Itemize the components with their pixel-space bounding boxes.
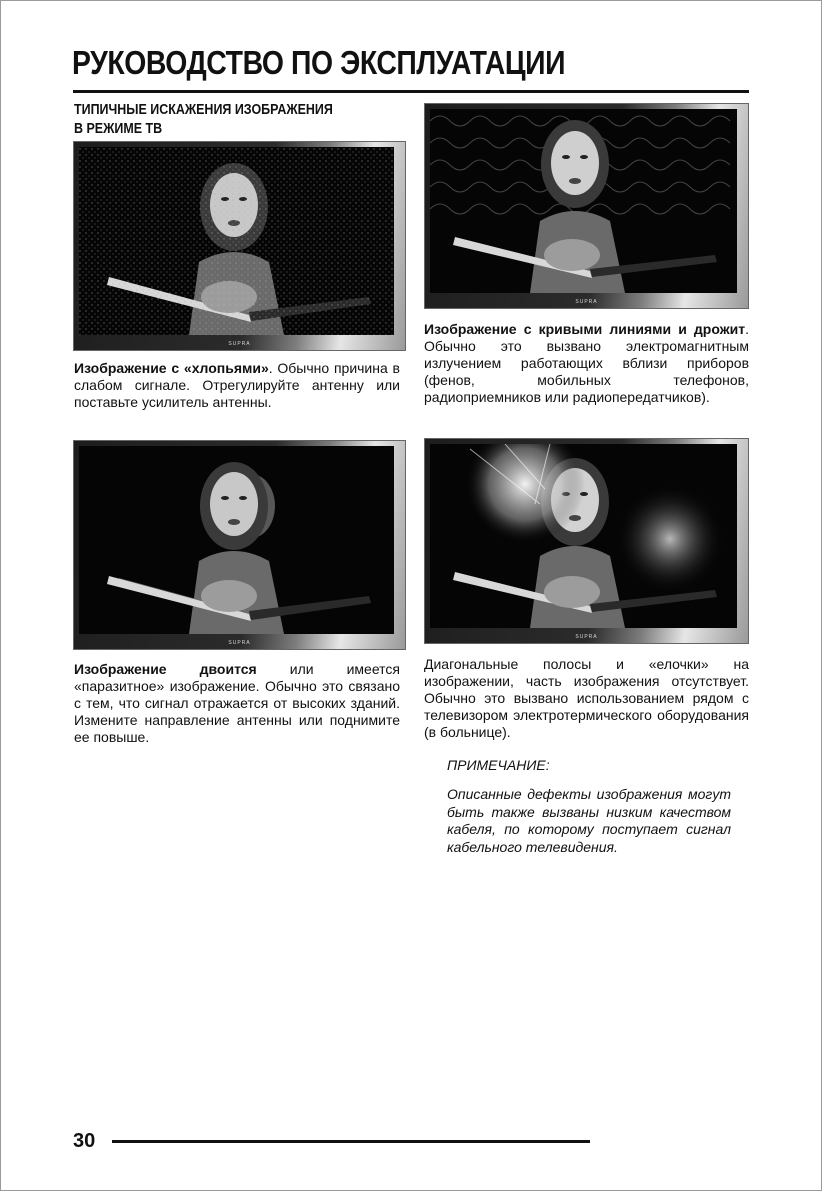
section-heading <box>74 101 414 139</box>
woman-with-sword-picture <box>79 446 394 634</box>
caption-ghost-text: или имеется «паразитное» изображение. Обычно это связано с тем, что сигнал отражается от высоких зданий. Измените направление антенны или поднимите ее повыше. <box>74 661 400 745</box>
caption-diagonal <box>424 656 749 741</box>
section-heading-line-2: В РЕЖИМЕ ТВ <box>74 121 163 137</box>
page-title: РУКОВОДСТВО ПО ЭКСПЛУАТАЦИИ <box>72 44 566 81</box>
tv-brand-label: SUPRA <box>575 634 598 640</box>
caption-wavy <box>424 321 749 406</box>
caption-snow-lead: Изображение с «хлопьями» <box>74 360 269 376</box>
caption-ghost-lead: Изображение двоится <box>74 661 257 677</box>
caption-diagonal-text: Диагональные полосы и «елочки» на изображении, часть изображения отсутствует. Обычно это вызвано использованием рядом с телевизором электротермического оборудования (в больнице). <box>424 656 749 740</box>
footer-rule <box>112 1140 590 1143</box>
tv-screen <box>79 147 394 335</box>
caption-snow-text: . Обычно причина в слабом сигнале. Отрегулируйте антенну или поставьте усилитель антенны. <box>74 360 400 410</box>
title-rule <box>73 90 749 93</box>
woman-with-sword-picture <box>430 444 737 628</box>
tv-illustration-diagonal <box>424 438 749 644</box>
note-text: Описанные дефекты изображения могут быть также вызваны низким качеством кабеля, по которому поступает сигнал кабельного телевидения. <box>447 786 731 855</box>
caption-ghost <box>74 661 400 746</box>
tv-brand-label: SUPRA <box>228 640 251 646</box>
tv-illustration-wavy <box>424 103 749 309</box>
tv-screen <box>79 446 394 634</box>
tv-illustration-ghost <box>73 440 406 650</box>
note-heading: ПРИМЕЧАНИЕ: <box>447 757 550 773</box>
tv-screen <box>430 109 737 293</box>
caption-wavy-text: . Обычно это вызвано электромагнитным излучением работающих вблизи приборов (фенов, мобильных телефонов, радиоприемников или радиопередатчиков). <box>424 321 749 405</box>
tv-screen <box>430 444 737 628</box>
tv-illustration-snow <box>73 141 406 351</box>
section-heading-line-1: ТИПИЧНЫЕ ИСКАЖЕНИЯ ИЗОБРАЖЕНИЯ <box>74 102 333 118</box>
caption-snow <box>74 360 400 411</box>
caption-wavy-lead: Изображение с кривыми линиями и дрожит <box>424 321 746 337</box>
tv-brand-label: SUPRA <box>575 299 598 305</box>
tv-brand-label: SUPRA <box>228 341 251 347</box>
woman-with-sword-picture <box>430 109 737 293</box>
woman-with-sword-picture <box>79 147 394 335</box>
page-number: 30 <box>73 1130 96 1152</box>
